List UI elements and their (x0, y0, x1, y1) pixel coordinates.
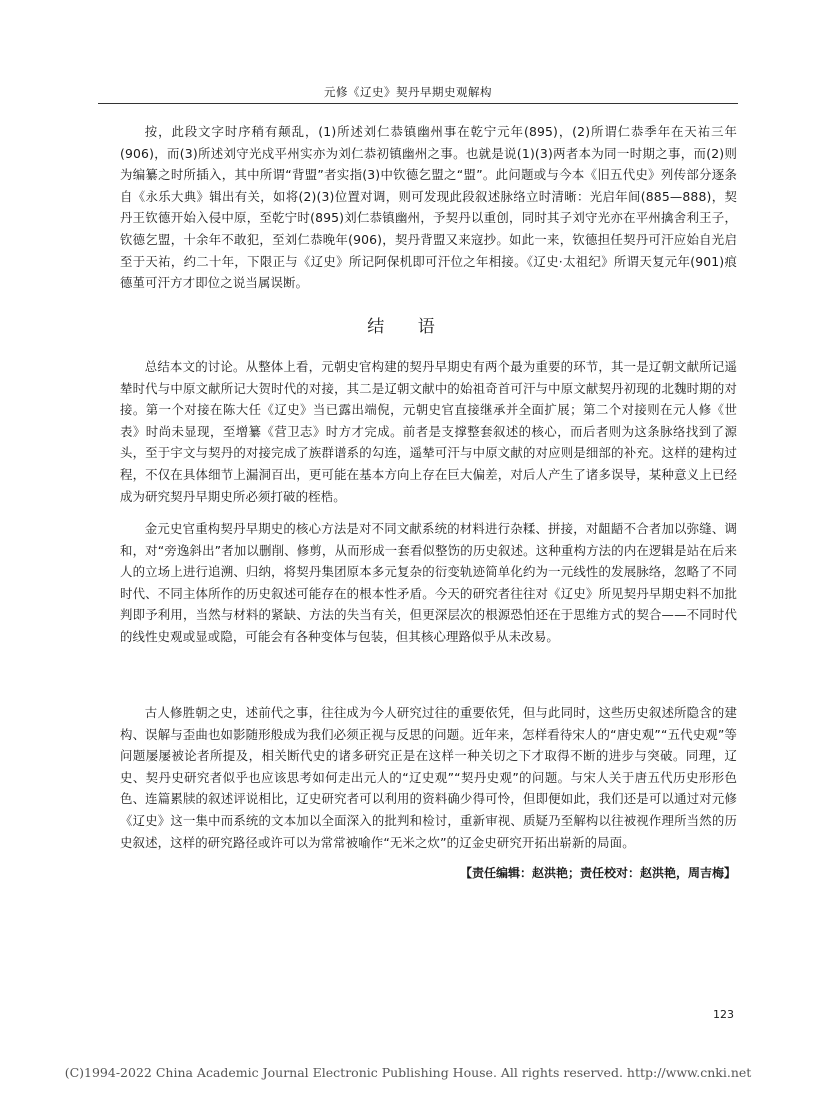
paragraph-conclusion-2: 金元史官重构契丹早期史的核心方法是对不同文献系统的材料进行杂糅、拼接，对龃龉不合者加以弥缝、调和，对“旁逸斜出”者加以删削、修剪，从而形成一套看似整饬的历史叙述。这种重构方法的内在逻辑是站在后来人的立场上进行追溯、归纳，将契丹集团原本多元复杂的衍变轨迹简单化约为一元线性的发展脉络，忽略了不同时代、不同主体所作的历史叙述可能存在的根本性矛盾。今天的研究者往往对《辽史》所见契丹早期史料不加批判即予利用，当然与材料的紧缺、方法的失当有关，但更深层次的根源恐怕还在于思维方式的契合——不同时代的线性史观或显或隐，可能会有各种变体与包装，但其核心理路似乎从未改易。 (120, 521, 737, 644)
paragraph-conclusion-1: 总结本文的讨论。从整体上看，元朝史官构建的契丹早期史有两个最为重要的环节，其一是辽朝文献所记遥辇时代与中原文献所记大贺时代的对接，其二是辽朝文献中的始祖奇首可汗与中原文献契丹初现的北魏时期的对接。第一个对接在陈大任《辽史》当已露出端倪，元朝史官直接继承并全面扩展；第二个对接则在元人修《世表》时尚未显现，至增纂《营卫志》时方才完成。前者是支撑整套叙述的核心，而后者则为这条脉络找到了源头，至于宇文与契丹的对接完成了族群谱系的勾连，遥辇可汗与中原文献的对应则是细部的补充。这样的建构过程，不仅在具体细节上漏洞百出，更可能在基本方向上存在巨大偏差，对后人产生了诸多误导，某种意义上已经成为研究契丹早期史所必须打破的桎梏。 (120, 359, 737, 504)
paragraph-conclusion-3: 古人修胜朝之史，述前代之事，往往成为今人研究过往的重要依凭，但与此同时，这些历史叙述所隐含的建构、误解与歪曲也如影随形般成为我们必须正视与反思的问题。近年来，怎样看待宋人的“唐史观”“五代史观”等问题屡屡被论者所提及，相关断代史的诸多研究正是在这样一种关切之下才取得不断的进步与突破。同理，辽史、契丹史研究者似乎也应该思考如何走出元人的“辽史观”“契丹史观”的问题。与宋人关于唐五代历史形形色色、连篇累牍的叙述评说相比，辽史研究者可以利用的资料确少得可怜，但即便如此，我们还是可以通过对元修《辽史》这一集中而系统的文本加以全面深入的批判和检讨，重新审视、质疑乃至解构以往被视作理所当然的历史叙述，这样的研究路径或许可以为常常被喻作“无米之炊”的辽金史研究开拓出崭新的局面。 (120, 705, 737, 850)
editor-note: 【责任编辑：赵洪艳；责任校对：赵洪艳，周吉梅】 (459, 866, 736, 880)
copyright-notice: (C)1994-2022 China Academic Journal Electronic Publishing House. All rights reserved. http://www.cnki.net (64, 1065, 752, 1080)
paragraph-annotation: 按，此段文字时序稍有颠乱，(1)所述刘仁恭镇幽州事在乾宁元年(895)，(2)所谓仁恭季年在天祐三年(906)，而(3)所述刘守光戍平州实亦为刘仁恭初镇幽州之事。也就是说(1)(3)两者本为同一时期之事，而(2)则为编纂之时所插入，其中所谓“背盟”者实指(3)中钦德乞盟之“盟”。此问题或与今本《旧五代史》列传部分逐条自《永乐大典》辑出有关，如将(2)(3)位置对调，则可发现此段叙述脉络立时清晰：光启年间(885—888)，契丹王钦德开始入侵中原，至乾宁时(895)刘仁恭镇幽州，予契丹以重创，同时其子刘守光亦在平州擒舍利王子，钦德乞盟，十余年不敢犯，至刘仁恭晚年(906)，契丹背盟又来寇抄。如此一来，钦德担任契丹可汗应始自光启至于天祐，约二十年，下限正与《辽史》所记阿保机即可汗位之年相接。《辽史·太祖纪》所谓天复元年(901)痕德堇可汗方才即位之说当属误断。 (120, 124, 737, 291)
header-rule (98, 103, 738, 104)
running-header-title: 元修《辽史》契丹早期史观解构 (324, 85, 492, 99)
section-title-conclusion: 结 语 (367, 317, 449, 337)
page-number: 123 (713, 1008, 734, 1021)
